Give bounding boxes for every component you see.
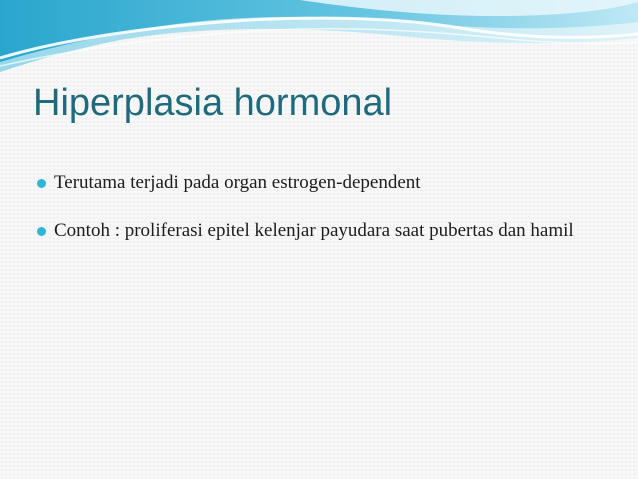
bullet-item (33, 218, 593, 244)
header-wave-decoration (0, 0, 638, 80)
bullet-list (33, 170, 593, 266)
bullet-dot-icon (37, 227, 46, 236)
bullet-text: Contoh : proliferasi epitel kelenjar payudara saat pubertas dan hamil (54, 220, 574, 241)
bullet-text: Terutama terjadi pada organ estrogen-dependent (54, 172, 421, 193)
slide-title: Hiperplasia hormonal (33, 82, 393, 124)
bullet-item (33, 170, 593, 196)
bullet-dot-icon (37, 179, 46, 188)
